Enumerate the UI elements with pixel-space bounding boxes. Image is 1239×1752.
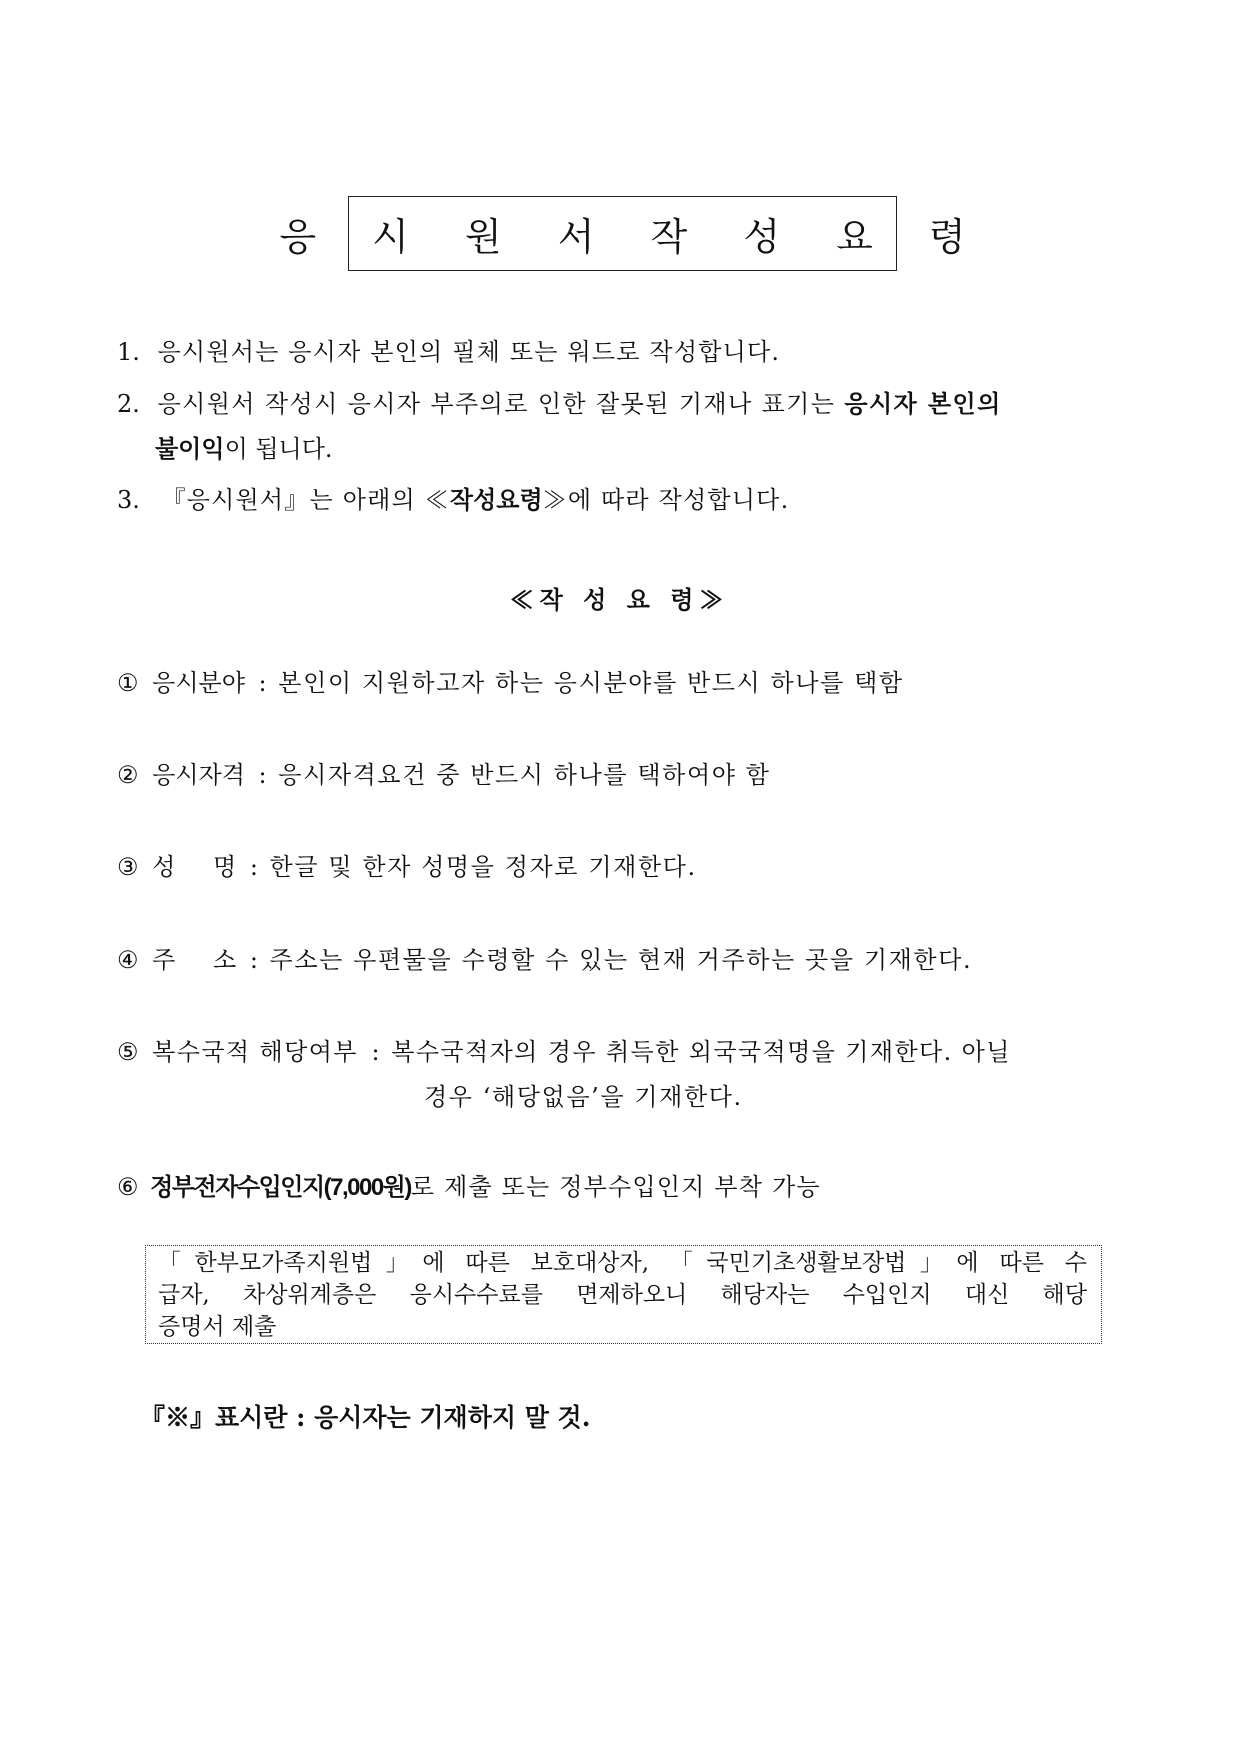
guide-item-5-cont — [424, 1082, 743, 1112]
instruction-number: 2. — [117, 390, 140, 418]
item-label: 성 — [152, 853, 176, 881]
instruction-text: ≫에 따라 작성합니다. — [542, 486, 790, 514]
item-marker: ③ — [117, 853, 139, 881]
item-text: 로 제출 또는 정부수입인지 부착 가능 — [410, 1173, 821, 1201]
instruction-text: 응시원서 작성시 응시자 부주의로 인한 잘못된 기재나 표기는 — [157, 390, 845, 418]
instruction-2-cont — [155, 434, 333, 464]
instruction-3 — [117, 485, 789, 515]
item-text: 한글 및 한자 성명을 정자로 기재한다. — [269, 853, 697, 881]
guide-item-1 — [117, 668, 904, 698]
instruction-emphasis: 불이익 — [155, 434, 225, 463]
item-marker: ② — [117, 761, 139, 789]
page-title: 응 시 원 서 작 성 요 령 — [279, 215, 988, 259]
item-separator: : — [371, 1038, 380, 1066]
item-text: 복수국적자의 경우 취득한 외국국적명을 기재한다. 아닐 — [391, 1038, 1011, 1066]
instruction-number: 1. — [117, 338, 140, 366]
instruction-emphasis: 응시자 본인의 — [844, 389, 1002, 418]
note-line: 증명서 제출 — [158, 1314, 277, 1340]
item-label: 명 — [212, 853, 237, 881]
instruction-text: 『응시원서』는 아래의 ≪ — [161, 486, 450, 514]
item-marker: ④ — [117, 946, 139, 974]
title-box — [279, 196, 988, 271]
item-marker: ① — [117, 669, 139, 697]
instruction-2 — [117, 389, 1117, 419]
item-text: 응시자격요건 중 반드시 하나를 택하여야 함 — [278, 761, 771, 789]
footer-note: 『※』표시란 : 응시자는 기재하지 말 것. — [140, 1403, 591, 1432]
instruction-emphasis: 작성요령 — [449, 485, 543, 514]
note-line: 「한부모가족지원법」에 따른 보호대상자, 「국민기초생활보장법」에 따른 수 — [158, 1250, 1087, 1276]
instruction-number: 3. — [117, 486, 140, 514]
item-emphasis: 정부전자수입인지(7,000원) — [150, 1174, 411, 1201]
item-text: 경우 ‘해당없음’을 기재한다. — [424, 1083, 743, 1111]
instruction-text: 이 됩니다. — [224, 435, 333, 463]
item-marker: ⑥ — [117, 1173, 139, 1201]
item-label: 소 — [212, 946, 237, 974]
item-label: 응시분야 — [152, 669, 245, 697]
item-label: 복수국적 해당여부 — [152, 1038, 358, 1066]
item-label: 응시자격 — [152, 761, 245, 789]
instruction-1 — [117, 337, 780, 367]
item-separator: : — [249, 853, 258, 881]
guide-item-4 — [117, 945, 972, 975]
item-label: 주 — [152, 946, 176, 974]
note-line: 급자, 차상위계층은 응시수수료를 면제하오니 해당자는 수입인지 대신 해당 — [158, 1282, 1087, 1308]
guide-item-2 — [117, 760, 771, 790]
item-text: 주소는 우편물을 수령할 수 있는 현재 거주하는 곳을 기재한다. — [269, 946, 973, 974]
item-separator: : — [258, 761, 267, 789]
exemption-note-box — [145, 1245, 1102, 1344]
item-marker: ⑤ — [117, 1038, 139, 1066]
item-separator: : — [258, 669, 267, 697]
item-separator: : — [249, 946, 258, 974]
instruction-text: 응시원서는 응시자 본인의 필체 또는 워드로 작성합니다. — [157, 338, 781, 366]
guide-item-5 — [117, 1037, 1011, 1067]
guide-item-6 — [117, 1172, 821, 1203]
item-text: 본인이 지원하고자 하는 응시분야를 반드시 하나를 택함 — [278, 669, 904, 697]
guide-item-3 — [117, 852, 697, 882]
guide-heading: ≪작 성 요 령≫ — [509, 585, 730, 614]
